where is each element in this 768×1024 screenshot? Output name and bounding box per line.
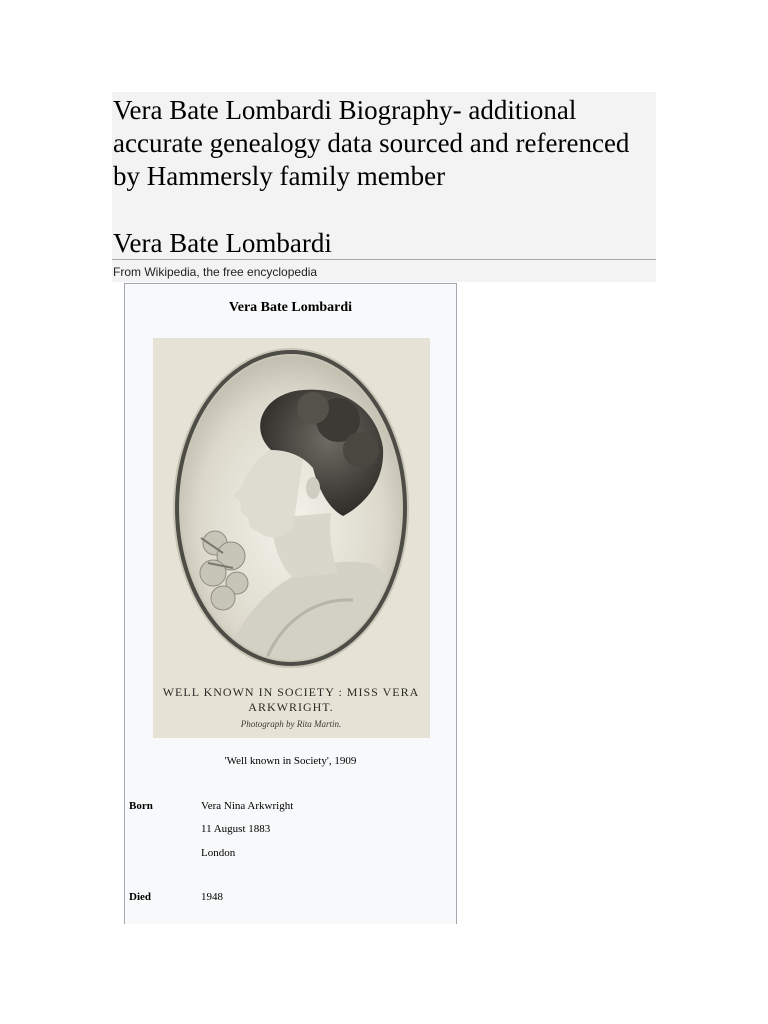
died-label: Died (129, 891, 151, 903)
portrait-credit: Photograph by Rita Martin. (240, 719, 342, 729)
born-name: Vera Nina Arkwright (201, 800, 294, 812)
born-place[interactable]: London (201, 847, 236, 859)
portrait-image[interactable] (153, 338, 430, 738)
site-tagline: From Wikipedia, the free encyclopedia (113, 265, 318, 279)
document-title: Vera Bate Lombardi Biography- additional accurate genealogy data sourced and referenced by Hammersly family member (113, 95, 630, 191)
article-heading: Vera Bate Lombardi (113, 228, 332, 258)
portrait-illustration (153, 338, 430, 738)
image-caption: 'Well known in Society', 1909 (224, 755, 357, 767)
heading-divider (112, 259, 656, 260)
born-label: Born (129, 800, 153, 812)
portrait-caption-line-1: WELL KNOWN IN SOCIETY : MISS VERA (162, 685, 420, 699)
infobox-title: Vera Bate Lombardi (228, 300, 353, 315)
portrait-caption-line-2: ARKWRIGHT. (248, 700, 334, 714)
infobox (124, 283, 457, 924)
born-date: 11 August 1883 (201, 823, 271, 835)
died-date: 1948 (201, 891, 223, 903)
